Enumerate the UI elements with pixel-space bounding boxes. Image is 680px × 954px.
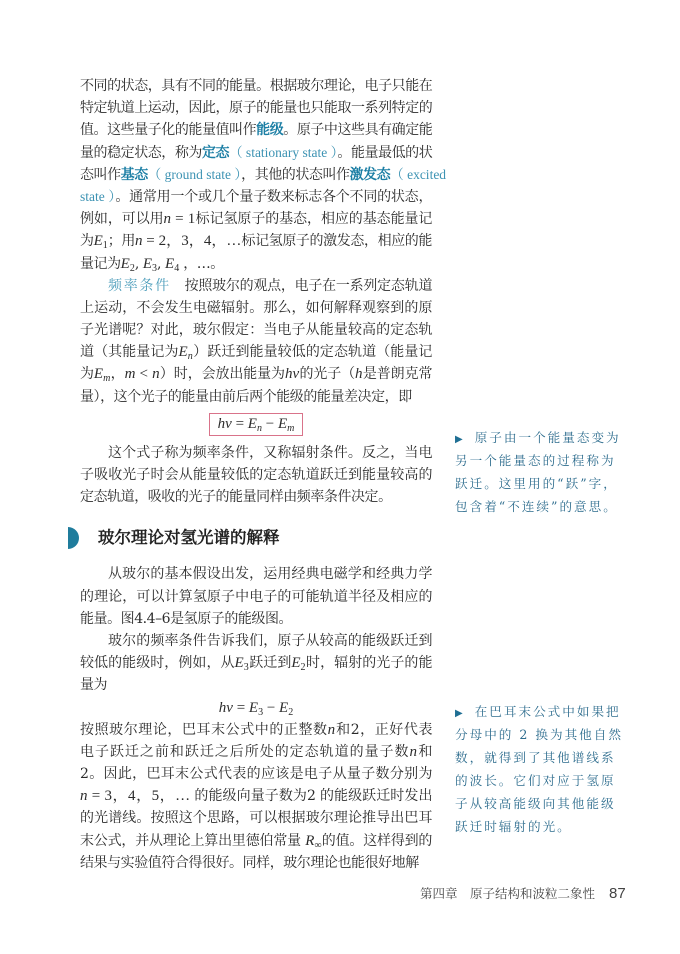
text-run: 结果与实验值符合得很好。同样，玻尔理论也能很好地解 [80,854,419,871]
math-symbol: E [142,255,153,272]
term-english: （ stationary state ） [229,144,338,160]
text-run: 。通常用一个或几个量子数来标志各个不同的状态， [115,188,432,205]
equation-frequency-condition [80,408,432,442]
note-line [455,700,670,723]
math-symbol: 2 [300,662,306,674]
text-run: 标记氢原子的激发态，相应的能 [241,233,432,250]
text-line [80,486,432,508]
text-run: 末公式，并从理论上算出里德伯常量 [80,832,306,849]
math-symbol: 2 [129,262,135,274]
text-line [80,652,432,674]
math-symbol: 1 [102,240,108,252]
text-run: 为 [80,366,94,383]
text-run: 玻尔的频率条件告诉我们，原子从较高的能级跃迁到 [108,632,432,649]
text-run: ；用 [107,233,135,250]
text-line [80,75,432,97]
text-run: 态叫作 [80,166,121,183]
note-text: 子从较高能级向其他能级 [455,796,616,811]
math-symbol: E [279,699,289,716]
text-run: 量的稳定状态，称为 [80,144,202,161]
text-run: ）跃迁到能量较低的定态轨道（能量记 [192,344,432,361]
text-run: 。原子中这些具有确定能 [283,122,433,139]
text-line [80,208,432,230]
text-line [80,363,432,385]
text-line [80,785,432,807]
main-text-column [80,75,447,874]
text-run: ，其他的状态叫作 [241,166,350,183]
math-symbol: E [234,655,244,672]
paragraph-frequency-condition [80,275,432,408]
math-symbol: ∞ [314,839,322,851]
equation-box [209,413,304,436]
math-symbol: m [124,366,136,383]
text-line [80,807,432,829]
paragraph-bohr-frequency [80,630,432,697]
math-symbol: E [165,255,175,272]
paragraph-balmer [80,719,432,874]
text-line [80,341,432,363]
note-line [455,495,670,518]
text-run: 从玻尔的基本假设出发，运用经典电磁学和经典力学 [108,566,432,583]
math-symbol: E [248,699,259,716]
note-text: 包含着“不连续”的意思。 [455,499,618,514]
note-text: 跃迁时辐射的光。 [455,819,572,834]
math-symbol: 3 [258,706,264,718]
text-run: 为 [80,233,94,250]
text-run: 的光子（ [299,366,356,383]
arrow-right-icon: ▶ [455,434,465,445]
term-english: （ excited [390,166,447,182]
math-symbol: E [277,416,288,433]
math-symbol: < [135,366,153,383]
text-line [80,830,432,852]
text-line [80,319,432,341]
math-symbol: n [327,721,336,738]
text-run: 按照玻尔理论，巴耳末公式中的正整数 [80,721,328,738]
math-symbol: hν [217,416,232,433]
text-line [80,674,432,696]
math-symbol: hν [218,699,233,716]
text-run: 子吸收光子时会从能量较低的定态轨道跃迁到能量较高的 [80,467,432,483]
text-run: 不同的状态，具有不同的能量。根据玻尔理论，电子只能在 [80,78,433,94]
math-symbol: n [135,233,143,250]
math-symbol: R [305,832,315,849]
paragraph-bohr-assumptions [80,563,432,630]
inline-label: 频率条件 [108,277,171,294]
text-run: ）时，会放出能量为 [159,366,285,383]
text-run: 和 [417,743,432,760]
text-line [80,230,432,252]
chapter-title: 第四章 原子结构和波粒二象性 [420,886,596,901]
text-line [80,275,432,297]
text-run: 量），这个光子的能量由前后两个能级的能量差决定，即 [80,388,412,405]
page-footer [420,884,626,902]
math-symbol: n [80,788,88,805]
text-run: 特定轨道上运动，因此，原子的能量也只能取一系列特定的 [80,100,433,117]
text-run: 这个式子称为频率条件，又称辐射条件。反之，当电 [108,444,432,461]
math-symbol: = [231,416,248,433]
math-symbol: E [247,416,257,433]
text-line [80,719,432,741]
note-line [455,472,670,495]
text-line [80,563,432,585]
text-run: 的能级向量子数为2 的能级跃迁时发出 [194,788,432,805]
note-line [455,723,670,746]
text-line [80,586,432,608]
side-note-transition [455,426,670,518]
text-line [80,386,432,408]
text-line [80,253,432,275]
text-line [80,741,432,763]
text-run: 标记氢原子的基态，相应的基态能量记 [195,211,432,228]
text-run: 量记为 [80,255,121,272]
math-symbol: n [187,351,193,363]
math-symbol: = 3，4，5，… [87,788,195,805]
text-run: 子光谱呢？对此，玻尔假定：当电子从能量较高的定态轨 [80,322,432,339]
term-highlight: 定态 [201,144,230,161]
text-run: , [157,255,166,272]
paragraph-radiation-condition [80,442,432,509]
text-line [80,442,432,464]
text-line [80,186,432,208]
text-run: 值。这些量子化的能量值叫作 [80,122,257,139]
math-symbol: E [120,255,130,272]
text-line [80,630,432,652]
math-symbol: n [152,366,160,383]
note-line [455,792,670,815]
text-run: 道（其能量记为 [80,344,179,361]
text-run: 量为 [80,677,108,694]
math-symbol: E [178,344,188,361]
text-run: 上运动，不会发生电磁辐射。那么，如何解释观察到的原 [80,299,432,316]
math-symbol: n [409,743,417,760]
math-symbol: = 2，3，4，… [142,233,242,250]
math-symbol: m [103,373,111,385]
text-run: 是普朗克常 [362,366,433,383]
section-heading-text: 玻尔理论对氢光谱的解释 [98,527,280,547]
math-symbol: 3 [243,662,249,674]
note-line [455,426,670,449]
math-symbol: n [256,423,262,435]
math-symbol: − [261,416,278,433]
text-line [80,297,432,319]
math-symbol: 2 [288,706,294,718]
math-symbol: E [93,233,103,250]
heading-marker-icon [68,527,79,549]
text-run: 的光谱线。按照这个思路，可以根据玻尔理论推导出巴耳 [80,810,432,827]
math-symbol: = [232,699,249,716]
text-run: 。能量最低的状 [337,144,433,161]
note-line [455,746,670,769]
text-run: 2。因此，巴耳末公式代表的应该是电子从量子数分别为 [80,766,432,783]
arrow-right-icon: ▶ [455,708,465,719]
text-run: 的理论，可以计算氢原子中电子的可能轨道半径及相应的 [80,588,432,605]
math-symbol: m [287,423,295,435]
text-run: 按照玻尔的观点，电子在一系列定态轨道 [170,277,432,294]
note-line [455,449,670,472]
math-symbol: E [93,366,104,383]
note-text: 在巴耳末公式中如果把 [474,704,621,719]
text-line [80,97,432,119]
note-line [455,769,670,792]
text-run: 较低的能级时，例如，从 [80,655,235,672]
text-run: 的值。这样得到的 [321,832,432,849]
term-english: state ） [80,188,116,204]
side-note-balmer [455,700,670,838]
note-text: 分母中的 2 换为其他自然 [455,727,623,742]
equation-e3-e2 [80,697,432,719]
text-line [80,464,432,486]
text-run: 例如，可以用 [80,211,164,228]
term-highlight: 激发态 [349,166,391,183]
text-line [80,119,432,141]
text-run: 定态轨道，吸收的光子的能量同样由频率条件决定。 [80,489,392,506]
text-run: , [134,255,143,272]
math-symbol: 4 [174,262,180,274]
note-text: 数，就得到了其他谱线系 [455,750,616,765]
text-run: 跃迁到 [248,655,292,672]
text-line [80,142,432,164]
math-symbol: n [163,211,172,228]
math-symbol: E [291,655,301,672]
note-text: 另一个能量态的过程称为 [455,453,616,468]
text-run: 能量。图4.4–6是氢原子的能级图。 [80,610,293,627]
page-number: 87 [609,885,626,902]
section-heading [68,508,432,563]
text-line [80,164,447,186]
term-highlight: 基态 [120,166,148,183]
text-run: ， [110,366,125,383]
math-symbol: hν [284,366,300,383]
text-run: 时，辐射的光子的能 [305,655,432,672]
term-english: （ ground state ） [147,166,242,182]
text-line [80,608,432,630]
text-run: 电子跃迁之前和跃迁之后所处的定态轨道的量子数 [80,743,410,760]
paragraph-energy-levels [80,75,447,275]
note-line [455,815,670,838]
note-text: 的波长。它们对应于氢原 [455,773,616,788]
text-run: 和2，正好代表 [335,721,432,738]
note-text: 跃迁。这里用的“跃”字， [455,476,618,491]
note-text: 原子由一个能量态变为 [474,430,621,445]
math-symbol: 3 [152,262,158,274]
term-highlight: 能级 [256,122,284,139]
math-symbol: = 1 [171,211,196,228]
text-line [80,852,432,874]
text-run: ，…。 [179,255,224,272]
text-line [80,763,432,785]
math-symbol: − [263,699,280,716]
math-symbol: h [355,366,363,383]
